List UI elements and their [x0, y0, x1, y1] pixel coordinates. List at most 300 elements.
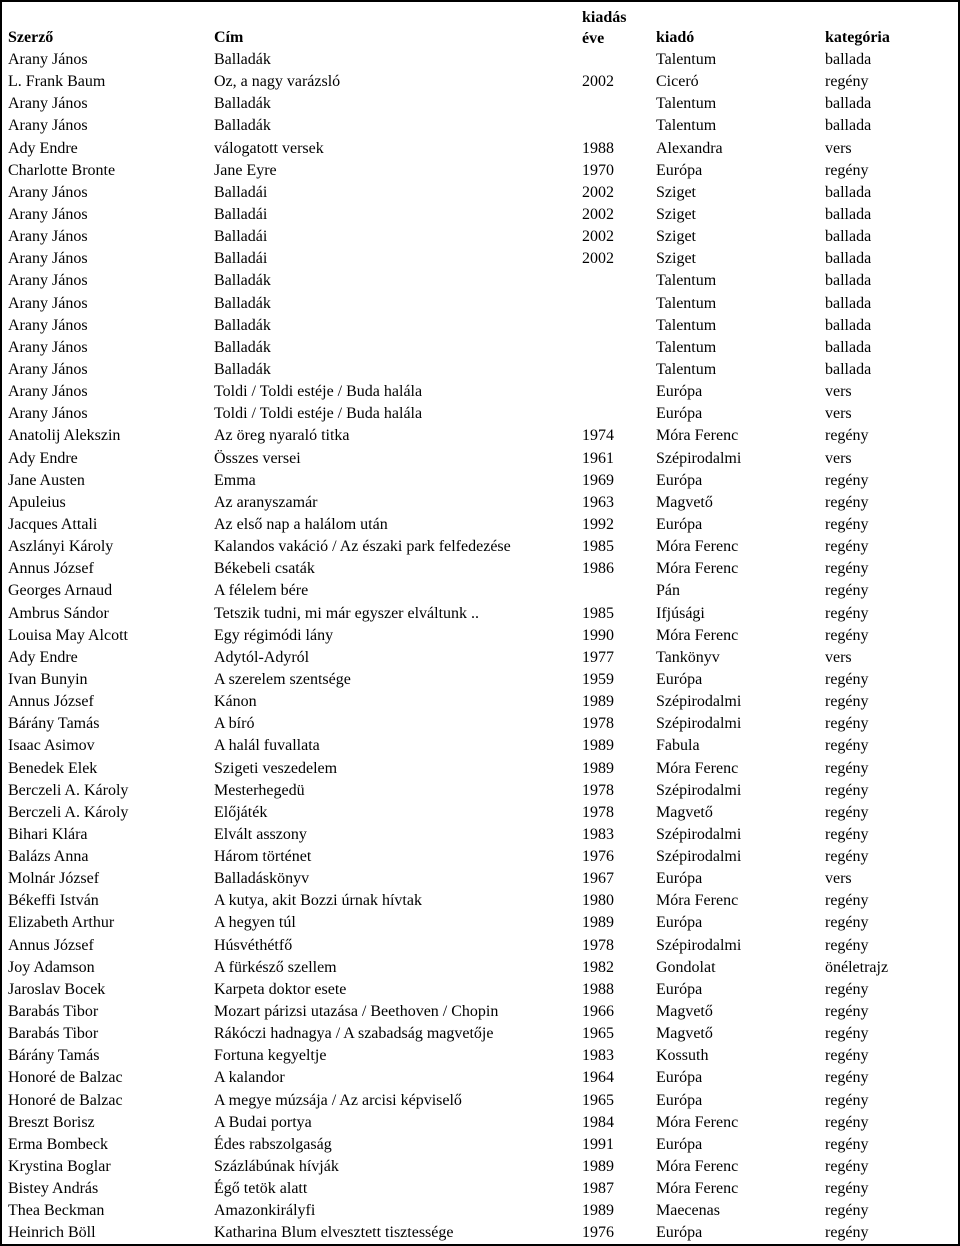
table-row — [2, 536, 958, 558]
cell-title: Balladák — [214, 117, 271, 135]
header-title: Cím — [214, 29, 244, 46]
cell-category: regény — [825, 715, 869, 733]
cell-title: Jane Eyre — [214, 161, 277, 179]
cell-author: Molnár József — [8, 870, 100, 888]
cell-author: Arany János — [8, 405, 88, 423]
cell-publisher: Móra Ferenc — [656, 1113, 739, 1131]
cell-title: Balladák — [214, 338, 271, 356]
cell-year: 1974 — [582, 427, 614, 445]
cell-title: A halál fuvallata — [214, 737, 320, 755]
table-row — [2, 890, 958, 912]
table-row — [2, 758, 958, 780]
cell-title: Édes rabszolgaság — [214, 1135, 332, 1153]
table-row — [2, 824, 958, 846]
cell-publisher: Sziget — [656, 205, 696, 223]
cell-title: A félelem bére — [214, 582, 309, 600]
cell-author: Ady Endre — [8, 449, 78, 467]
cell-year: 1988 — [582, 139, 614, 157]
cell-year: 1983 — [582, 825, 614, 843]
cell-publisher: Móra Ferenc — [656, 560, 739, 578]
cell-title: Százlábúnak hívják — [214, 1158, 339, 1176]
cell-publisher: Móra Ferenc — [656, 1180, 739, 1198]
cell-publisher: Tankönyv — [656, 648, 720, 666]
cell-category: ballada — [825, 294, 872, 312]
cell-publisher: Szépirodalmi — [656, 781, 742, 799]
cell-title: Balladák — [214, 95, 271, 113]
table-row — [2, 846, 958, 868]
cell-category: regény — [825, 1025, 869, 1043]
cell-publisher: Sziget — [656, 250, 696, 268]
cell-category: regény — [825, 781, 869, 799]
cell-year: 1992 — [582, 515, 614, 533]
cell-category: regény — [825, 1047, 869, 1065]
cell-author: Louisa May Alcott — [8, 626, 128, 644]
cell-category: regény — [825, 582, 869, 600]
table-row — [2, 293, 958, 315]
cell-year: 1959 — [582, 670, 614, 688]
table-row — [2, 625, 958, 647]
table-row — [2, 1200, 958, 1222]
cell-category: regény — [825, 515, 869, 533]
cell-year: 1978 — [582, 781, 614, 799]
cell-publisher: Pán — [656, 582, 680, 600]
table-row — [2, 470, 958, 492]
cell-title: Elvált asszony — [214, 825, 307, 843]
cell-title: Mozart párizsi utazása / Beethoven / Chopin — [214, 1003, 499, 1021]
table-row — [2, 403, 958, 425]
table-row — [2, 138, 958, 160]
table-row — [2, 115, 958, 137]
cell-publisher: Móra Ferenc — [656, 759, 739, 777]
cell-title: Balladái — [214, 250, 268, 268]
cell-author: Bárány Tamás — [8, 715, 100, 733]
cell-publisher: Talentum — [656, 294, 717, 312]
cell-category: regény — [825, 670, 869, 688]
cell-title: Oz, a nagy varázsló — [214, 73, 341, 91]
cell-publisher: Szépirodalmi — [656, 848, 742, 866]
cell-title: Katharina Blum elvesztett tisztessége — [214, 1224, 454, 1242]
cell-category: regény — [825, 604, 869, 622]
cell-category: vers — [825, 405, 852, 423]
cell-publisher: Európa — [656, 1135, 703, 1153]
cell-title: Balladái — [214, 183, 268, 201]
cell-title: Mesterhegedü — [214, 781, 305, 799]
cell-author: Arany János — [8, 228, 88, 246]
table-row — [2, 248, 958, 270]
cell-category: regény — [825, 848, 869, 866]
cell-title: A szerelem szentsége — [214, 670, 351, 688]
cell-category: regény — [825, 892, 869, 910]
cell-title: Balladák — [214, 294, 271, 312]
cell-title: Balladák — [214, 360, 271, 378]
table-row — [2, 49, 958, 71]
cell-category: regény — [825, 73, 869, 91]
cell-author: Isaac Asimov — [8, 737, 95, 755]
table-row — [2, 182, 958, 204]
cell-title: Rákóczi hadnagya / A szabadság magvetője — [214, 1025, 494, 1043]
cell-author: Anatolij Alekszin — [8, 427, 121, 445]
table-row — [2, 1023, 958, 1045]
cell-year: 1969 — [582, 471, 614, 489]
cell-year: 1983 — [582, 1047, 614, 1065]
cell-publisher: Sziget — [656, 228, 696, 246]
cell-author: Arany János — [8, 360, 88, 378]
cell-author: Honoré de Balzac — [8, 1069, 123, 1087]
cell-year: 1966 — [582, 1003, 614, 1021]
cell-publisher: Talentum — [656, 95, 717, 113]
cell-year: 2002 — [582, 228, 614, 246]
cell-category: regény — [825, 936, 869, 954]
table-row — [2, 713, 958, 735]
table-row — [2, 802, 958, 824]
cell-title: Adytól-Adyról — [214, 648, 310, 666]
cell-title: A kutya, akit Bozzi úrnak hívtak — [214, 892, 422, 910]
table-row — [2, 1090, 958, 1112]
table-row — [2, 735, 958, 757]
cell-author: Arany János — [8, 205, 88, 223]
cell-author: Arany János — [8, 316, 88, 334]
cell-year: 1986 — [582, 560, 614, 578]
table-row — [2, 1001, 958, 1023]
table-body — [2, 49, 958, 1245]
cell-author: Arany János — [8, 183, 88, 201]
cell-year: 1965 — [582, 1025, 614, 1043]
cell-publisher: Kossuth — [656, 1047, 709, 1065]
cell-category: regény — [825, 1003, 869, 1021]
cell-category: regény — [825, 161, 869, 179]
cell-author: Charlotte Bronte — [8, 161, 116, 179]
cell-title: A megye múzsája / Az arcisi képviselő — [214, 1091, 462, 1109]
cell-year: 2002 — [582, 73, 614, 91]
cell-publisher: Európa — [656, 471, 703, 489]
cell-publisher: Európa — [656, 914, 703, 932]
table-row — [2, 558, 958, 580]
cell-year: 1989 — [582, 759, 614, 777]
cell-author: Heinrich Böll — [8, 1224, 96, 1242]
header-author: Szerző — [8, 29, 54, 46]
cell-author: Benedek Elek — [8, 759, 98, 777]
cell-title: A hegyen túl — [214, 914, 296, 932]
cell-title: Húsvéthétfő — [214, 936, 293, 954]
cell-author: Barabás Tibor — [8, 1025, 99, 1043]
cell-year: 1985 — [582, 604, 614, 622]
cell-author: Békeffi István — [8, 892, 99, 910]
cell-year: 1987 — [582, 1180, 614, 1198]
cell-category: regény — [825, 1113, 869, 1131]
cell-year: 1989 — [582, 1158, 614, 1176]
table-row — [2, 514, 958, 536]
cell-title: Szigeti veszedelem — [214, 759, 338, 777]
cell-category: regény — [825, 471, 869, 489]
cell-category: ballada — [825, 95, 872, 113]
cell-author: Joy Adamson — [8, 958, 95, 976]
cell-category: regény — [825, 1091, 869, 1109]
table-row — [2, 359, 958, 381]
cell-year: 1985 — [582, 538, 614, 556]
cell-year: 1977 — [582, 648, 614, 666]
cell-category: ballada — [825, 338, 872, 356]
table-row — [2, 270, 958, 292]
table-row — [2, 1222, 958, 1244]
cell-year: 1978 — [582, 715, 614, 733]
cell-publisher: Magvető — [656, 493, 713, 511]
cell-year: 1961 — [582, 449, 614, 467]
cell-title: A kalandor — [214, 1069, 285, 1087]
table-row — [2, 935, 958, 957]
cell-category: regény — [825, 1224, 869, 1242]
cell-publisher: Móra Ferenc — [656, 626, 739, 644]
cell-category: regény — [825, 693, 869, 711]
cell-year: 2002 — [582, 183, 614, 201]
cell-year: 1989 — [582, 1202, 614, 1220]
table-row — [2, 93, 958, 115]
cell-publisher: Talentum — [656, 360, 717, 378]
cell-category: regény — [825, 626, 869, 644]
table-row — [2, 1067, 958, 1089]
cell-author: Erma Bombeck — [8, 1135, 108, 1153]
cell-publisher: Európa — [656, 405, 703, 423]
cell-author: Annus József — [8, 936, 94, 954]
cell-publisher: Fabula — [656, 737, 700, 755]
cell-title: Balladái — [214, 228, 268, 246]
table-row — [2, 381, 958, 403]
cell-year: 1989 — [582, 693, 614, 711]
cell-publisher: Európa — [656, 161, 703, 179]
table-row — [2, 71, 958, 93]
cell-publisher: Szépirodalmi — [656, 825, 742, 843]
table-row — [2, 1178, 958, 1200]
cell-publisher: Móra Ferenc — [656, 427, 739, 445]
cell-category: regény — [825, 427, 869, 445]
cell-author: Barabás Tibor — [8, 1003, 99, 1021]
cell-category: vers — [825, 648, 852, 666]
cell-author: Ivan Bunyin — [8, 670, 88, 688]
cell-publisher: Talentum — [656, 338, 717, 356]
table-row — [2, 1156, 958, 1178]
cell-title: Égő tetök alatt — [214, 1180, 308, 1198]
cell-category: önéletrajz — [825, 958, 889, 976]
cell-publisher: Móra Ferenc — [656, 892, 739, 910]
cell-author: Berczeli A. Károly — [8, 803, 129, 821]
cell-title: Balladák — [214, 272, 271, 290]
cell-author: Honoré de Balzac — [8, 1091, 123, 1109]
cell-year: 1965 — [582, 1091, 614, 1109]
cell-category: regény — [825, 825, 869, 843]
cell-category: regény — [825, 980, 869, 998]
cell-year: 1990 — [582, 626, 614, 644]
cell-category: ballada — [825, 117, 872, 135]
cell-year: 1964 — [582, 1069, 614, 1087]
cell-title: A Budai portya — [214, 1113, 312, 1131]
cell-category: regény — [825, 560, 869, 578]
cell-author: L. Frank Baum — [8, 73, 106, 91]
cell-publisher: Szépirodalmi — [656, 715, 742, 733]
cell-publisher: Európa — [656, 980, 703, 998]
cell-title: Balladák — [214, 51, 271, 68]
cell-publisher: Szépirodalmi — [656, 693, 742, 711]
cell-title: Előjáték — [214, 803, 268, 821]
cell-title: Az öreg nyaraló titka — [214, 427, 350, 445]
cell-category: ballada — [825, 316, 872, 334]
cell-category: ballada — [825, 205, 872, 223]
cell-publisher: Maecenas — [656, 1202, 720, 1220]
table-row — [2, 425, 958, 447]
cell-author: Apuleius — [8, 493, 66, 511]
cell-category: regény — [825, 1158, 869, 1176]
cell-publisher: Magvető — [656, 1003, 713, 1021]
cell-title: Összes versei — [214, 449, 301, 467]
cell-publisher: Ifjúsági — [656, 604, 705, 622]
cell-year: 1963 — [582, 493, 614, 511]
cell-author: Jacques Attali — [8, 515, 98, 533]
table-row — [2, 912, 958, 934]
cell-author: Arany János — [8, 250, 88, 268]
table-row — [2, 868, 958, 890]
cell-title: Kalandos vakáció / Az északi park felfedezése — [214, 538, 511, 556]
cell-title: Kánon — [214, 693, 257, 711]
cell-year: 1976 — [582, 1224, 614, 1242]
table-row — [2, 979, 958, 1001]
table-row — [2, 204, 958, 226]
cell-category: ballada — [825, 228, 872, 246]
cell-author: Jane Austen — [8, 471, 85, 489]
cell-author: Jaroslav Bocek — [8, 980, 106, 998]
cell-category: regény — [825, 1069, 869, 1087]
cell-publisher: Európa — [656, 515, 703, 533]
cell-title: Balladáskönyv — [214, 870, 310, 888]
cell-author: Krystina Boglar — [8, 1158, 111, 1176]
header-year-line1: kiadás — [582, 9, 627, 26]
cell-year: 1991 — [582, 1135, 614, 1153]
cell-publisher: Európa — [656, 1069, 703, 1087]
cell-author: Ady Endre — [8, 648, 78, 666]
table-row — [2, 1134, 958, 1156]
cell-category: regény — [825, 914, 869, 932]
table-row — [2, 691, 958, 713]
cell-title: Balladák — [214, 316, 271, 334]
table-row — [2, 1045, 958, 1067]
cell-category: ballada — [825, 272, 872, 290]
cell-year: 1984 — [582, 1113, 614, 1131]
table-row — [2, 337, 958, 359]
cell-title: Az aranyszamár — [214, 493, 318, 511]
cell-publisher: Magvető — [656, 803, 713, 821]
table-row — [2, 160, 958, 182]
cell-category: vers — [825, 139, 852, 157]
cell-publisher: Európa — [656, 383, 703, 401]
cell-category: vers — [825, 449, 852, 467]
cell-author: Arany János — [8, 338, 88, 356]
cell-title: Balladái — [214, 205, 268, 223]
cell-author: Balázs Anna — [8, 848, 89, 866]
cell-category: regény — [825, 737, 869, 755]
cell-publisher: Szépirodalmi — [656, 449, 742, 467]
cell-publisher: Alexandra — [656, 139, 723, 157]
cell-author: Breszt Borisz — [8, 1113, 95, 1131]
cell-publisher: Talentum — [656, 316, 717, 334]
cell-publisher: Szépirodalmi — [656, 936, 742, 954]
header-year — [582, 7, 626, 49]
cell-title: Fortuna kegyeltje — [214, 1047, 327, 1065]
cell-title: Tetszik tudni, mi már egyszer elváltunk .. — [214, 604, 480, 622]
header-publisher: kiadó — [656, 29, 695, 46]
cell-title: Az első nap a halálom után — [214, 515, 388, 533]
cell-publisher: Sziget — [656, 183, 696, 201]
cell-year: 1978 — [582, 936, 614, 954]
cell-publisher: Magvető — [656, 1025, 713, 1043]
table-row — [2, 226, 958, 248]
cell-title: Karpeta doktor esete — [214, 980, 347, 998]
cell-year: 1989 — [582, 914, 614, 932]
cell-publisher: Talentum — [656, 272, 717, 290]
header-year-line2: éve — [582, 30, 605, 47]
table-row — [2, 957, 958, 979]
cell-year: 1978 — [582, 803, 614, 821]
cell-author: Arany János — [8, 272, 88, 290]
cell-author: Ambrus Sándor — [8, 604, 109, 622]
cell-author: Annus József — [8, 560, 94, 578]
cell-publisher: Európa — [656, 670, 703, 688]
cell-category: ballada — [825, 183, 872, 201]
table-row — [2, 580, 958, 602]
cell-author: Annus József — [8, 693, 94, 711]
table-row — [2, 669, 958, 691]
table-row — [2, 315, 958, 337]
cell-year: 1976 — [582, 848, 614, 866]
cell-category: vers — [825, 870, 852, 888]
cell-year: 1967 — [582, 870, 614, 888]
table-header — [2, 2, 958, 49]
cell-category: ballada — [825, 51, 872, 68]
cell-author: Aszlányi Károly — [8, 538, 114, 556]
cell-year: 1980 — [582, 892, 614, 910]
cell-year: 1982 — [582, 958, 614, 976]
header-category: kategória — [825, 29, 890, 46]
cell-publisher: Talentum — [656, 117, 717, 135]
cell-category: regény — [825, 1180, 869, 1198]
cell-category: regény — [825, 803, 869, 821]
cell-author: Georges Arnaud — [8, 582, 113, 600]
cell-publisher: Ciceró — [656, 73, 699, 91]
cell-year: 2002 — [582, 205, 614, 223]
cell-category: vers — [825, 383, 852, 401]
cell-category: regény — [825, 538, 869, 556]
cell-title: A fürkésző szellem — [214, 958, 337, 976]
cell-title: Emma — [214, 471, 256, 489]
table-row — [2, 780, 958, 802]
cell-title: Toldi / Toldi estéje / Buda halála — [214, 383, 423, 401]
cell-author: Bárány Tamás — [8, 1047, 100, 1065]
cell-year: 1970 — [582, 161, 614, 179]
cell-title: Toldi / Toldi estéje / Buda halála — [214, 405, 423, 423]
cell-author: Bistey András — [8, 1180, 99, 1198]
cell-title: Békebeli csaták — [214, 560, 315, 578]
cell-title: válogatott versek — [214, 139, 324, 157]
cell-author: Bihari Klára — [8, 825, 88, 843]
cell-year: 2002 — [582, 250, 614, 268]
cell-year: 1988 — [582, 980, 614, 998]
cell-author: Ady Endre — [8, 139, 78, 157]
cell-year: 1989 — [582, 737, 614, 755]
cell-publisher: Európa — [656, 1091, 703, 1109]
cell-author: Berczeli A. Károly — [8, 781, 129, 799]
cell-author: Arany János — [8, 51, 88, 68]
cell-author: Arany János — [8, 383, 88, 401]
table-row — [2, 1112, 958, 1134]
cell-author: Thea Beckman — [8, 1202, 105, 1220]
cell-title: Egy régimódi lány — [214, 626, 334, 644]
table-row — [2, 448, 958, 470]
